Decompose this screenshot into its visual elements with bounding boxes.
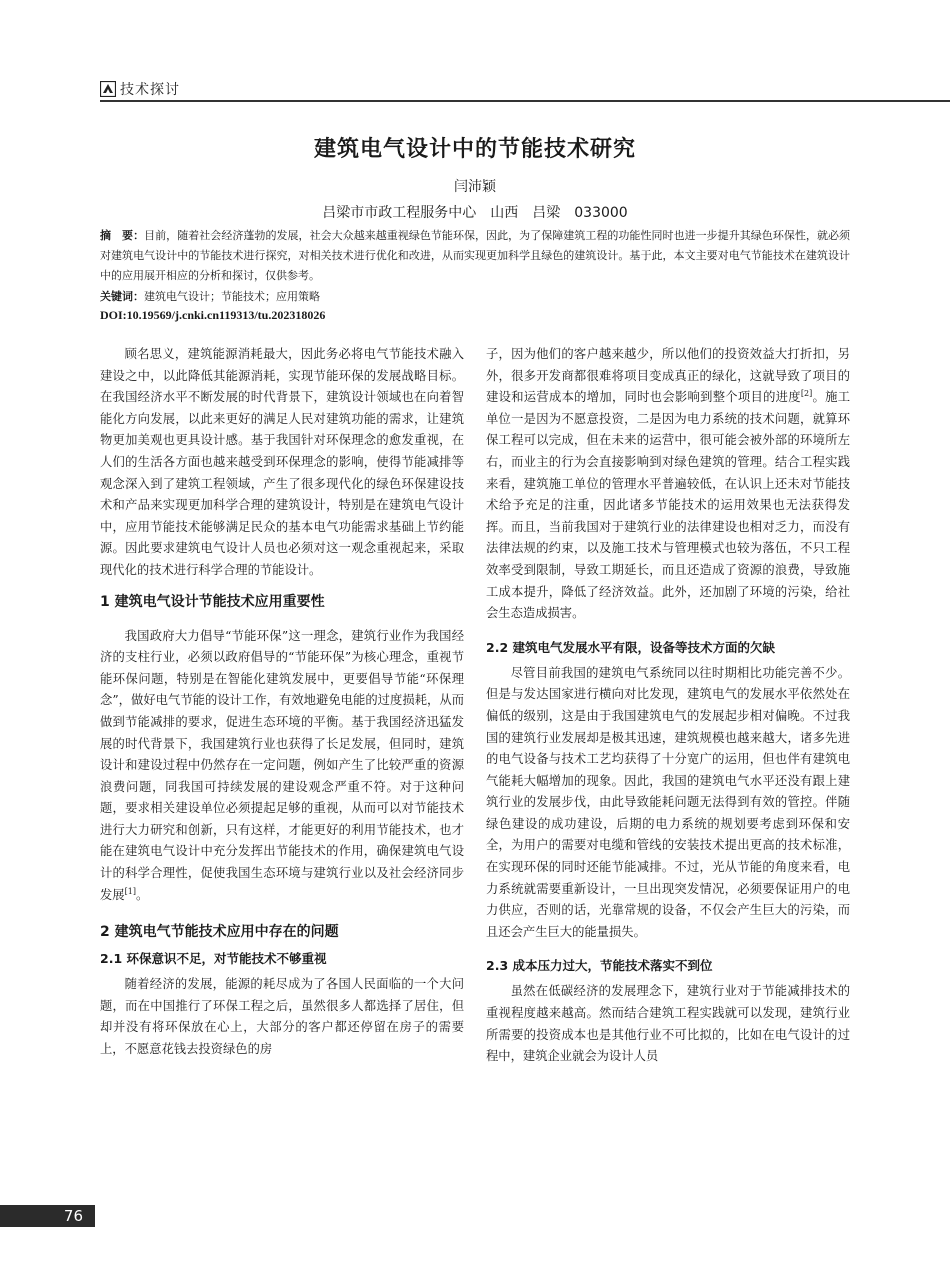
- paper-title: 建筑电气设计中的节能技术研究: [313, 137, 636, 162]
- doi: DOI:10.19569/j.cnki.cn119313/tu.202318026: [100, 308, 326, 322]
- subsection-heading-2-2: 2.2 建筑电气发展水平有限，设备等技术方面的欠缺: [486, 639, 775, 655]
- subsection-heading-2-3: 2.3 成本压力过大，节能技术落实不到位: [486, 958, 713, 974]
- keywords-text: 建筑电气设计；节能技术；应用策略: [144, 290, 320, 303]
- section-label: 技术探讨: [120, 82, 180, 98]
- subsection-2-3-paragraph: 虽然在低碳经济的发展理念下，建筑行业对于节能减排技术的重视程度越来越高。然而结合建筑工程实践就可以发现，建筑行业所需要的投资成本也是其他行业不可比拟的，比如在电气设计的过程中，建筑企业就会为设计人员: [486, 984, 850, 1064]
- left-column: [100, 344, 464, 1061]
- abstract: [100, 226, 850, 286]
- citation-1[interactable]: [1]: [124, 886, 136, 896]
- section-1-text: 我国政府大力倡导“节能环保”这一理念，建筑行业作为我国经济的支柱行业，必须以政府倡导的“节能环保”为核心理念，重视节能环保问题，特别是在智能化建筑发展中，更要倡导节能“环保理念”，做好电气节能的设计工作，有效地避免电能的过度损耗，从而做到节能减排的要求，促进生态环境的平衡。基于我国经济迅猛发展的时代背景下，我国建筑行业也获得了长足发展，但同时，建筑设计和建设过程中仍然存在一定问题，例如产生了比较严重的资源浪费问题，同我国可持续发展的建设观念严重不符。对于这种问题，要求相关建设单位必须提起足够的重视，从而可以对节能技术进行大力研究和创新，只有这样，才能更好的利用节能技术，也才能在建筑电气设计中充分发挥出节能技术的作用，确保建筑电气设计的科学合理性，促使我国生态环境与建筑行业以及社会经济同步发展: [100, 628, 464, 902]
- running-header: [100, 78, 180, 100]
- citation-2[interactable]: [2]: [800, 389, 813, 399]
- continued-text-b: 。施工单位一是因为不愿意投资，二是因为电力系统的技术问题，就算环保工程可以完成，但在未来的运营中，很可能会被外部的环境所左右，而业主的行为会直接影响到对绿色建筑的管理。结合工程实践来看，建筑施工单位的管理水平普遍较低，在认识上还未对节能技术给予充足的注重，因此诸多节能技术的运用效果也无法获得发挥。而且，当前我国对于建筑行业的法律建设也相对乏力，而没有法律法规的约束，以及施工技术与管理模式也较为落伍，不只工程效率受到限制，导致工期延长，而且还造成了资源的浪费，导致施工成本提升，降低了经济效益。此外，还加剧了环境的污染，给社会生态造成损害。: [486, 390, 850, 621]
- section-heading-2: 2 建筑电气节能技术应用中存在的问题: [100, 924, 339, 941]
- section-heading-1: 1 建筑电气设计节能技术应用重要性: [100, 593, 325, 610]
- subsection-heading-2-1: 2.1 环保意识不足，对节能技术不够重视: [100, 951, 327, 967]
- abstract-text: 目前，随着社会经济蓬勃的发展，社会大众越来越重视绿色节能环保，因此，为了保障建筑工程的功能性同时也进一步提升其绿色环保性，就必须对建筑电气设计中的节能技术进行探究，对相关技术进行优化和改进，从而实现更加科学且绿色的建筑设计。基于此，本文主要对电气节能技术在建筑设计中的应用展开相应的分析和探讨，仅供参考。: [100, 229, 851, 282]
- continued-text-a: 子，因为他们的客户越来越少，所以他们的投资效益大打折扣，另外，很多开发商都很难将项目变成真正的绿化，这就导致了项目的建设和运营成本的增加，同时也会影响到整个项目的进度: [486, 347, 850, 405]
- author-name: 闫沛颖: [454, 179, 496, 195]
- subsection-2-2-paragraph: 尽管目前我国的建筑电气系统同以往时期相比功能完善不少。但是与发达国家进行横向对比发现，建筑电气的发展水平依然处在偏低的级别，这是由于我国建筑电气的发展起步相对偏晚。不过我国的建筑行业发展却是极其迅速，建筑规模也越来越大，诸多先进的电气设备与技术工艺均获得了十分宽广的运用，但也伴有建筑电气能耗大幅增加的现象。因此，我国的建筑电气水平还没有跟上建筑行业的发展步伐，由此导致能耗问题无法得到有效的管控。伴随绿色建设的成功建设，后期的电力系统的规划要考虑到环保和安全，为用户的需要对电缆和管线的安装技术提出更高的技术标准，在实现环保的同时还能节能减排。不过，光从节能的角度来看，电力系统就需要重新设计，一旦出现突发情况，必须要保证用户的电力供应，否则的话，光靠常规的设备，不仅会产生巨大的污染，而且还会产生巨大的能量损失。: [486, 665, 850, 939]
- keywords-label: 关键词：: [100, 290, 144, 303]
- section-1-paragraph: [100, 626, 464, 907]
- keywords: [100, 287, 320, 307]
- page-number: 76: [0, 1205, 95, 1227]
- subsection-2-1-continued: [486, 344, 850, 625]
- section-1-text-end: 。: [135, 887, 149, 902]
- author-affiliation: 吕梁市市政工程服务中心 山西 吕梁 033000: [322, 205, 628, 221]
- abstract-label: 摘 要：: [100, 229, 145, 242]
- subsection-2-1-paragraph: 随着经济的发展，能源的耗尽成为了各国人民面临的一个大问题，而在中国推行了环保工程之后，虽然很多人都选择了居住，但却并没有将环保放在心上，大部分的客户都还停留在房子的需要上，不愿意花钱去投资绿色的房: [100, 977, 464, 1057]
- intro-paragraph: 顾名思义，建筑能源消耗最大，因此务必将电气节能技术融入建设之中，以此降低其能源消耗，实现节能环保的发展战略目标。在我国经济水平不断发展的时代背景下，建筑设计领域也在向着智能化方向发展，以此来更好的满足人民对建筑功能的需求，让建筑物更加美观也更具设计感。基于我国针对环保理念的愈发重视，在人们的生活各方面也越来越受到环保理念的影响，使得节能减排等观念深入到了建筑工程领域，产生了很多现代化的绿色环保建设技术和产品来实现更加科学合理的建筑设计，特别是在建筑电气设计中，应用节能技术能够满足民众的基本电气功能需求基础上节约能源。因此要求建筑电气设计人员也必须对这一观念重视起来，采取现代化的技术进行科学合理的节能设计。: [100, 347, 464, 577]
- journal-logo-icon: [100, 81, 116, 97]
- header-divider: [100, 100, 950, 102]
- right-column: [486, 344, 850, 1068]
